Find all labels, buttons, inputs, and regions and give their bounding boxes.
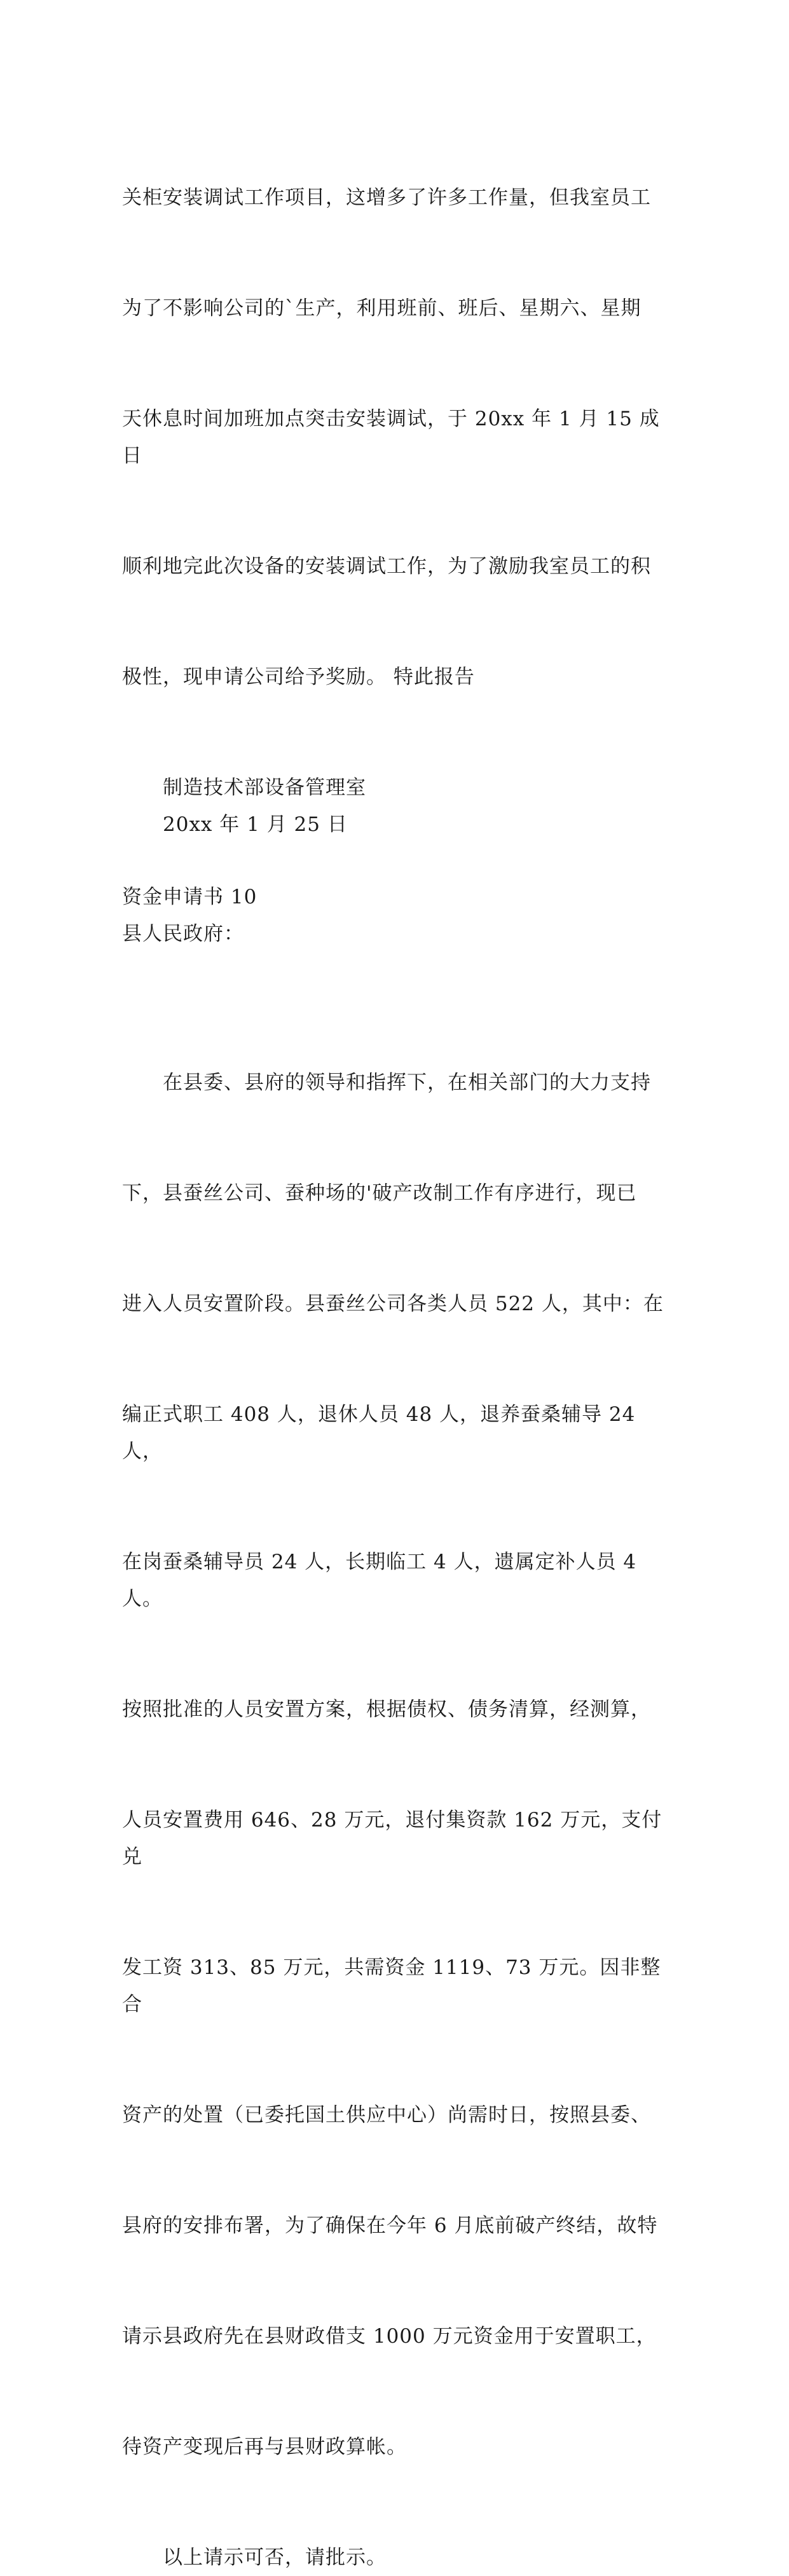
- letter-date: 20xx 年 1 月 25 日: [163, 813, 348, 836]
- text-line: 进入人员安置阶段。县蚕丝公司各类人员 522 人，其中：在: [122, 1292, 664, 1315]
- text-line: 人员安置费用 646、28 万元，退付集资款 162 万元，支付兑: [122, 1809, 662, 1868]
- text-line: 资产的处置（已委托国土供应中心）尚需时日，按照县委、: [122, 2104, 651, 2127]
- text-line: 发工资 313、85 万元，共需资金 1119、73 万元。因非整合: [122, 1956, 661, 2016]
- paragraph: [122, 106, 675, 769]
- previous-letter-body: [122, 106, 675, 843]
- text-line: 极性，现申请公司给予奖励。 特此报告: [122, 666, 475, 689]
- closing-line: 以上请示可否，请批示。: [163, 2546, 387, 2569]
- text-line: 在岗蚕桑辅导员 24 人，长期临工 4 人，遗属定补人员 4 人。: [122, 1551, 644, 1610]
- text-line: 待资产变现后再与县财政算帐。: [122, 2436, 407, 2458]
- text-line: 天休息时间加班加点突击安装调试，于 20xx 年 1 月 15 成日: [122, 408, 660, 467]
- text-line: 下，县蚕丝公司、蚕种场的'破产改制工作有序进行，现已: [122, 1182, 637, 1205]
- text-line: 按照批准的人员安置方案，根据债权、债务清算，经测算，: [122, 1698, 651, 1721]
- text-line: 编正式职工 408 人，退休人员 48 人，退养蚕桑辅导 24 人，: [122, 1403, 643, 1463]
- addressee: 县人民政府：: [122, 922, 244, 945]
- text-line: 顺利地完此次设备的安装调试工作，为了激励我室员工的积: [122, 555, 651, 578]
- text-line: 请示县政府先在县财政借支 1000 万元资金用于安置职工，: [122, 2325, 657, 2348]
- text-line: 关柜安装调试工作项目，这增多了许多工作量，但我室员工: [122, 186, 651, 209]
- text-line: 为了不影响公司的`生产，利用班前、班后、星期六、星期: [122, 297, 641, 320]
- text-line: 县府的安排布署，为了确保在今年 6 月底前破产终结，故特: [122, 2214, 658, 2237]
- signature: 制造技术部设备管理室: [163, 776, 366, 799]
- document-page: [122, 106, 675, 2576]
- section-title: 资金申请书 10: [122, 886, 257, 908]
- body-paragraph: [122, 990, 675, 2539]
- text-line: 在县委、县府的领导和指挥下，在相关部门的大力支持: [163, 1071, 651, 1094]
